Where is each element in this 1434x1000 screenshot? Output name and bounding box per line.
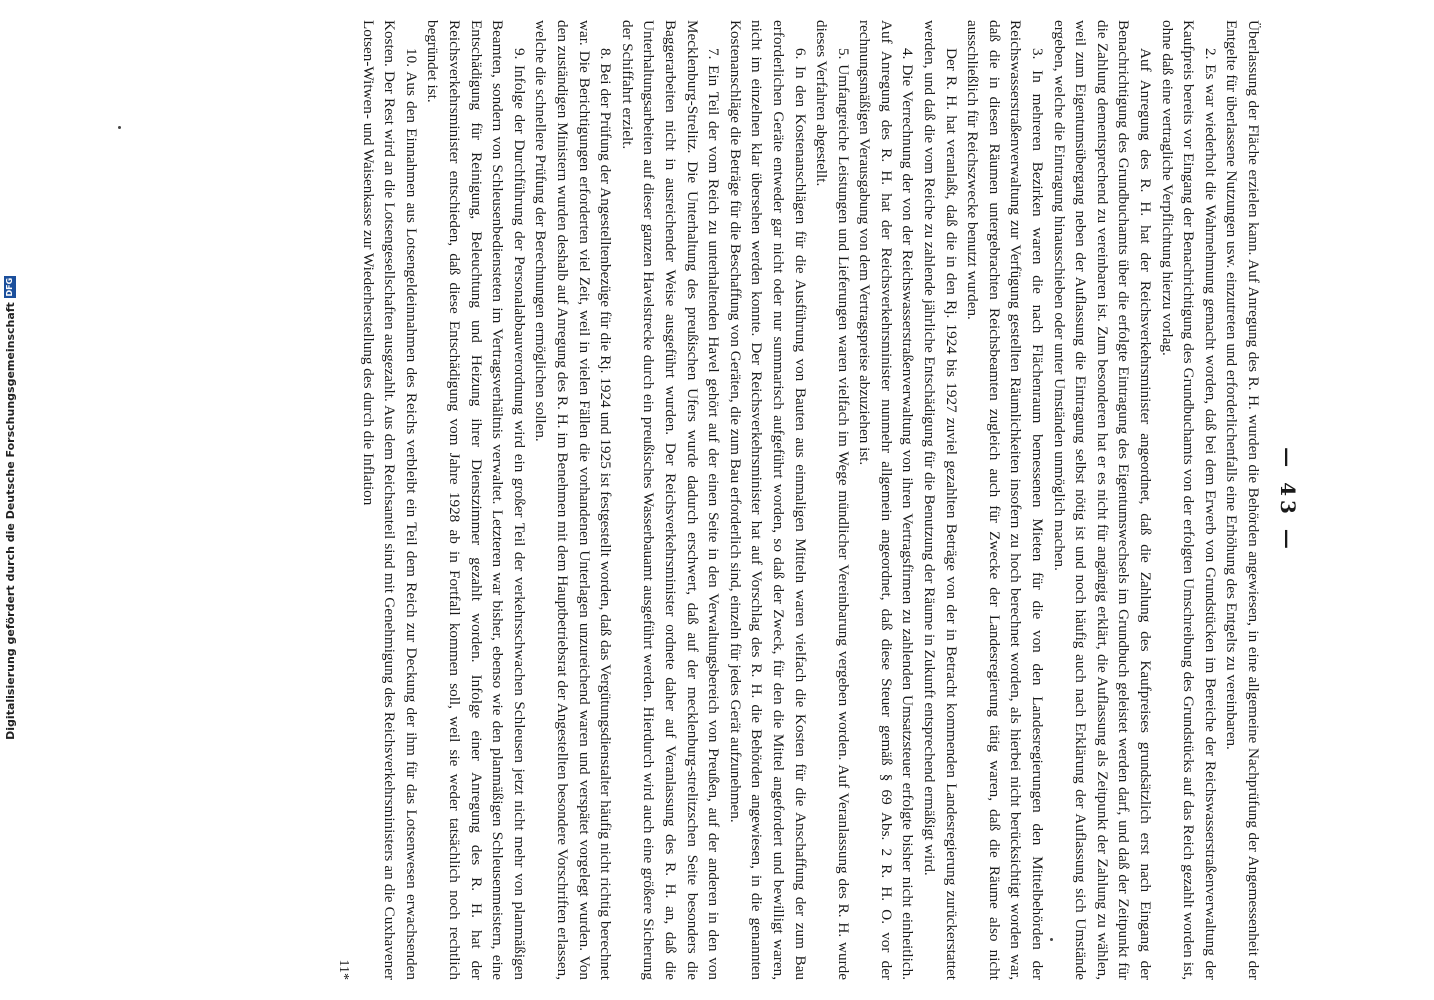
paragraph: 5. Umfangreiche Leistungen und Lieferungen waren vielfach im Wege mündlicher Vereinbarung vergeben worden. Auf Veranlassung des R. H. wurde dieses Verfahren abgestellt. bbox=[813, 20, 852, 980]
rotated-text-block bbox=[140, 20, 1300, 980]
paragraph: 4. Die Verrechnung der von der Reichswasserstraßenverwaltung von ihren Vertragsfirmen zu zahlenden Umsatzsteuer erfolgte bisher nicht einheitlich. Auf Anregung des R. H. hat der Reichsverkehrsminister nunmehr allgemein angeordnet, daß diese Steuer gemäß § 69 Abs. 2 R. H. O. vor der rechnungsmäßigen Verausgabung von dem Vertragspreise abzuziehen ist. bbox=[856, 20, 917, 980]
scan-speck bbox=[1050, 938, 1053, 941]
paragraph: Auf Anregung des R. H. hat der Reichsverkehrsminister angeordnet, daß die Zahlung des Kaufpreises grundsätzlich erst nach Eingang der Benachrichtigung des Grundbuchamts über die erfolgte Eintragung des Eigentumswechsels im Grundbuch geleistet werden darf, und daß der Zeitpunkt für die Zahlung dementsprechend zu vereinbaren ist. Zum besonderen hat er es nicht für angängig erklärt, die Auflassung als Zeitpunkt der Zahlung zu wählen, weil zum Eigentumsübergang neben der Auflassung die Eintragung selbst nötig ist und noch häufig auch nach Erklärung der Auflassung sich Umstände ergeben, welche die Eintragung hinausschieben oder unter Umständen unmöglich machen. bbox=[1050, 20, 1155, 980]
document-page bbox=[140, 20, 1300, 980]
page-number: — 43 — bbox=[1276, 447, 1300, 553]
paragraph: 9. Infolge der Durchführung der Personalabbauverordnung wird ein großer Teil der verkehrsschwachen Schleusen jetzt nicht mehr von planmäßigen Beamten, sondern von Schleusenbediensteten im Vertragsverhältnis verwaltet. Letzteren war bisher, ebenso wie den planmäßigen Schleusenmeistern, eine Entschädigung für Reinigung, Beleuchtung und Heizung ihrer Dienstzimmer gezahlt worden. Infolge einer Anregung des R. H. hat der Reichsverkehrsminister entschieden, daß diese Entschädigung vom Jahre 1928 ab in Fortfall kommen soll, weil sie weder tatsächlich noch rechtlich begründet ist. bbox=[424, 20, 528, 980]
dfg-logo-icon: DFG bbox=[5, 277, 14, 297]
paragraph: Überlassung der Fläche erzielen kann. Auf Anregung des R. H. wurden die Behörden angewiesen, in eine allgemeine Nachprüfung der Angemessenheit der Entgelte für überlassene Nutzungen usw. einzutreten und erforderlichenfalls eine Erhöhung des Entgelts zu vereinbaren. bbox=[1223, 20, 1262, 980]
paragraph: 6. In den Kostenanschlägen für die Ausführung von Bauten aus einmaligen Mitteln waren vielfach die Kosten für die Anschaffung der zum Bau erforderlichen Geräte entweder gar nicht oder nur summarisch aufgeführt worden, so daß der Zweck, für den die Mittel angefordert und bewilligt waren, nicht im einzelnen klar übersehen werden konnte. Der Reichsverkehrsminister hat auf Vorschlag des R. H. die Behörden angewiesen, in die genannten Kostenanschläge die Beträge für die Beschaffung von Geräten, die zum Bau erforderlich sind, einzeln für jedes Gerät aufzunehmen. bbox=[726, 20, 809, 980]
paragraph: 7. Ein Teil der vom Reich zu unterhaltenden Havel gehört auf der einen Seite in den Verwaltungsbereich von Preußen, auf der anderen in den von Mecklenburg-Strelitz. Die Unterhaltung des preußischen Ufers wurde dadurch erschwert, daß auf der mecklenburg-strelitzschen Seite besonders die Baggerarbeiten nicht in ausreichender Weise ausgeführt wurden. Der Reichsverkehrsminister ordnete daher auf Veranlassung des R. H. an, daß die Unterhaltungsarbeiten auf dieser ganzen Havelstrecke durch ein preußisches Wasserbauamt ausgeführt werden. Hierdurch wird auch eine größere Sicherung der Schiffahrt erzielt. bbox=[618, 20, 723, 980]
paragraph: 2. Es war wiederholt die Wahrnehmung gemacht worden, daß bei dem Erwerb von Grundstücken im Bereiche der Reichswasserstraßenverwaltung der Kaufpreis bereits vor Eingang der Benachrichtigung des Grundbuchamts von der erfolgten Umschreibung des Grundstücks auf das Reich gezahlt worden ist, ohne daß eine vertragliche Verpflichtung hierzu vorlag. bbox=[1158, 20, 1219, 980]
credit-text: Digitalisierung gefördert durch die Deutsche Forschungsgemeinschaft bbox=[3, 302, 17, 740]
scan-speck bbox=[118, 126, 121, 129]
paragraph: Der R. H. hat veranlaßt, daß die in den Rj. 1924 bis 1927 zuviel gezahlten Beträge von der in Betracht kommenden Landesregierung zurückerstattet werden, und daß die vom Reiche zu zahlende jährliche Entschädigung für die Benutzung der Räume in Zukunft entsprechend ermäßigt wird. bbox=[921, 20, 960, 980]
digitization-credit bbox=[2, 28, 18, 988]
paragraph: 8. Bei der Prüfung der Angestelltenbezüge für die Rj. 1924 und 1925 ist festgestellt worden, daß das Vergütungsdienstalter häufig nicht richtig berechnet war. Die Berichtigungen erforderten viel Zeit, weil in vielen Fällen die vorhandenen Unterlagen unzureichend waren und verspätet vorgelegt wurden. Von den zuständigen Ministern wurden deshalb auf Anregung des R. H. im Benehmen mit dem Hauptbetriebsrat der Angestellten besondere Vorschriften erlassen, welche die schnellere Prüfung der Berechnungen ermöglichen sollen. bbox=[532, 20, 615, 980]
sheet-signature: 11* bbox=[336, 959, 352, 980]
paragraph: 10. Aus den Einnahmen aus Lotsengeldeinnahmen des Reichs verbleibt ein Teil dem Reich zur Deckung der ihm für das Lotsenwesen erwachsenden Kosten. Der Rest wird an die Lotsengesellschaften ausgezahlt. Aus dem Reichsanteil sind mit Genehmigung des Reichsverkehrsministers an die Cuxhavener Lotsen-Witwen- und Waisenkasse zur Wiederherstellung des durch die Inflation bbox=[359, 20, 420, 980]
paragraph: 3. In mehreren Bezirken waren die nach Flächenraum bemessenen Mieten für die von den Landesregierungen den Mittelbehörden der Reichswasserstraßenverwaltung zur Verfügung gestellten Räumlichkeiten insofern zu hoch berechnet worden, als hierbei nicht berücksichtigt worden war, daß die in diesen Räumen untergebrachten Reichsbeamten zugleich auch für Zwecke der Landesregierung tätig waren, daß die Räume also nicht ausschließlich für Reichszwecke benutzt wurden. bbox=[964, 20, 1047, 980]
